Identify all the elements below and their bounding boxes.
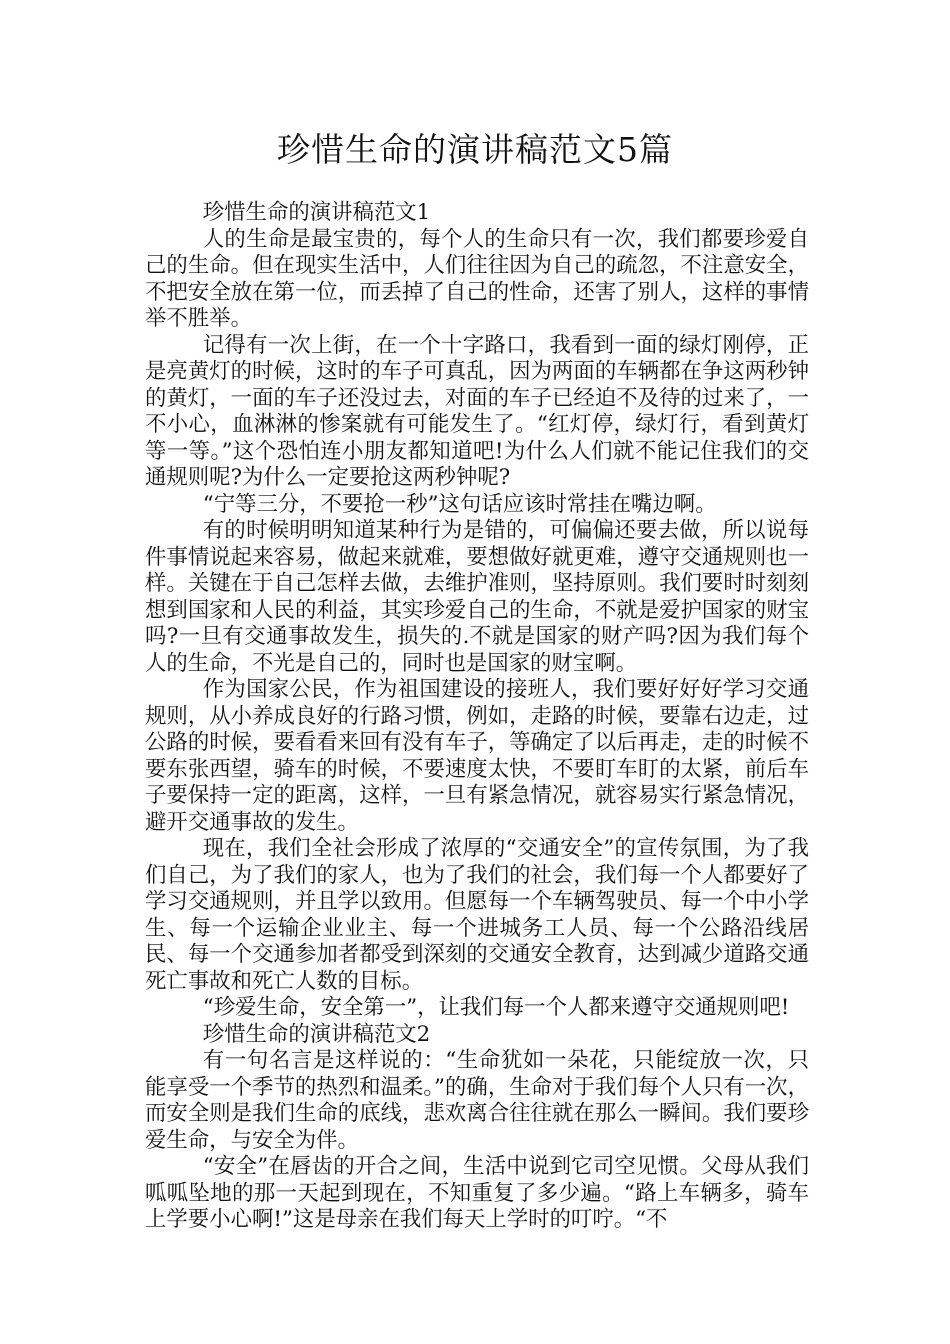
paragraph: 记得有一次上街，在一个十字路口，我看到一面的绿灯刚停，正是亮黄灯的时候，这时的车子可真乱，因为两面的车辆都在争这两秒钟的黄灯，一面的车子还没过去，对面的车子已经迫不及待的过来了，一不小心，血淋淋的惨案就有可能发生了。“红灯停，绿灯行，看到黄灯等一等。”这个恐怕连小朋友都知道吧!为什么人们就不能记住我们的交通规则呢?为什么一定要抢这两秒钟呢? (145, 332, 809, 490)
paragraph: “宁等三分，不要抢一秒”这句话应该时常挂在嘴边啊。 (202, 491, 717, 517)
document-body (145, 200, 809, 1234)
section-heading: 珍惜生命的演讲稿范文2 (202, 1021, 431, 1047)
paragraph: “安全”在唇齿的开合之间，生活中说到它司空见惯。父母从我们呱呱坠地的那一天起到现在，不知重复了多少遍。“路上车辆多，骑车上学要小心啊!”这是母亲在我们每天上学时的叮咛。“不 (145, 1154, 809, 1232)
paragraph: 人的生命是最宝贵的，每个人的生命只有一次，我们都要珍爱自己的生命。但在现实生活中，人们往往因为自己的疏忽，不注意安全，不把安全放在第一位，而丢掉了自己的性命，还害了别人，这样的事情举不胜举。 (145, 226, 809, 331)
paragraph: 有一句名言是这样说的：“生命犹如一朵花，只能绽放一次，只能享受一个季节的热烈和温柔。”的确，生命对于我们每个人只有一次，而安全则是我们生命的底线，悲欢离合往往就在那么一瞬间。我们要珍爱生命，与安全为伴。 (145, 1048, 809, 1153)
paragraph: 有的时候明明知道某种行为是错的，可偏偏还要去做，所以说每件事情说起来容易，做起来就难，要想做好就更难，遵守交通规则也一样。关键在于自己怎样去做，去维护准则，坚持原则。我们要时时刻刻想到国家和人民的利益，其实珍爱自己的生命，不就是爱护国家的财宝吗?一旦有交通事故发生，损失的.不就是国家的财产吗?因为我们每个人的生命，不光是自己的，同时也是国家的财宝啊。 (145, 518, 809, 676)
paragraph: 现在，我们全社会形成了浓厚的“交通安全”的宣传氛围，为了我们自己，为了我们的家人，也为了我们的社会，我们每一个人都要好了学习交通规则，并且学以致用。但愿每一个车辆驾驶员、每一个中小学生、每一个运输企业业主、每一个进城务工人员、每一个公路沿线居民、每一个交通参加者都受到深刻的交通安全教育，达到减少道路交通死亡事故和死亡人数的目标。 (145, 836, 809, 994)
section-heading: 珍惜生命的演讲稿范文1 (202, 200, 431, 225)
paragraph: “珍爱生命，安全第一”，让我们每一个人都来遵守交通规则吧! (202, 995, 790, 1020)
paragraph: 作为国家公民，作为祖国建设的接班人，我们要好好好学习交通规则，从小养成良好的行路习惯，例如，走路的时候，要靠右边走，过公路的时候，要看看来回有没有车子，等确定了以后再走，走的时候不要东张西望，骑车的时候，不要速度太快，不要盯车盯的太紧，前后车子要保持一定的距离，这样，一旦有紧急情况，就容易实行紧急情况，避开交通事故的发生。 (145, 677, 809, 835)
document-title: 珍惜生命的演讲稿范文5篇 (277, 130, 673, 169)
